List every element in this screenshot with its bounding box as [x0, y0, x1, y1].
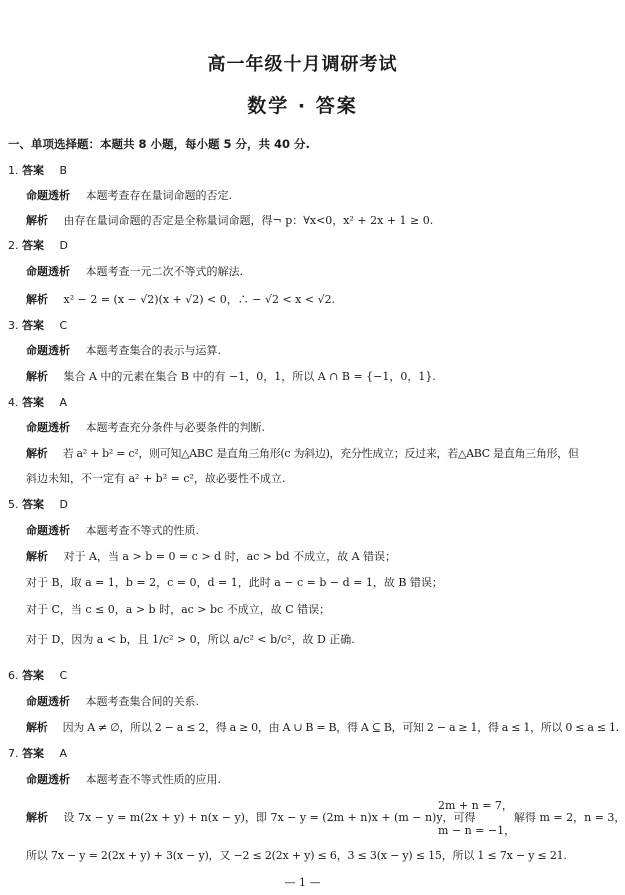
question-6-intent: 命题透析 本题考查集合间的关系. [26, 695, 199, 708]
equation-system-line-1: 2m + n = 7， [438, 799, 513, 812]
question-5-analysis: 解析 对于 A，当 a > b = 0 = c > d 时，ac > bd 不成立，故 A 错误； [26, 550, 397, 563]
equation-system-line-2: m − n = −1， [438, 824, 516, 837]
question-4-analysis: 解析 若 a² + b² = c²，则可知△ABC 是直角三角形(c 为斜边)，充分性成立；反过来，若△ABC 是直角三角形，但 [26, 447, 579, 460]
question-1-answer: 1. 答案 B [8, 164, 68, 177]
question-7-analysis-cont: 所以 7x − y = 2(2x + y) + 3(x − y)，又 −2 ≤ 2(2x + y) ≤ 6，3 ≤ 3(x − y) ≤ 15，所以 1 ≤ 7x − y ≤ 21. [26, 849, 567, 862]
question-5-analysis-c: 对于 C，当 c ≤ 0，a > b 时，ac > bc 不成立，故 C 错误； [26, 603, 331, 616]
question-7-answer: 7. 答案 A [8, 747, 68, 760]
question-4-answer: 4. 答案 A [8, 396, 68, 409]
question-3-intent: 命题透析 本题考查集合的表示与运算. [26, 344, 221, 357]
question-1-analysis: 解析 由存在量词命题的否定是全称量词命题，得¬ p：∀x<0，x² + 2x + 1 ≥ 0. [26, 214, 434, 227]
section-heading: 一、单项选择题：本题共 8 小题，每小题 5 分，共 40 分. [8, 137, 310, 151]
question-5-intent: 命题透析 本题考查不等式的性质. [26, 524, 199, 537]
question-3-analysis: 解析 集合 A 中的元素在集合 B 中的有 −1，0，1，所以 A ∩ B = {−1，0，1}. [26, 370, 436, 383]
question-1-intent: 命题透析 本题考查存在量词命题的否定. [26, 189, 232, 202]
exam-subtitle: 数学 · 答案 [247, 95, 358, 117]
question-4-analysis-cont: 斜边未知，不一定有 a² + b² = c²，故必要性不成立. [26, 472, 286, 485]
question-6-answer: 6. 答案 C [8, 669, 68, 682]
question-4-intent: 命题透析 本题考查充分条件与必要条件的判断. [26, 421, 265, 434]
question-2-answer: 2. 答案 D [8, 239, 68, 252]
question-5-analysis-b: 对于 B，取 a = 1，b = 2，c = 0，d = 1，此时 a − c = b − d = 1，故 B 错误； [26, 576, 443, 589]
question-2-intent: 命题透析 本题考查一元二次不等式的解法. [26, 265, 243, 278]
question-6-analysis: 解析 因为 A ≠ ∅，所以 2 − a ≤ 2，得 a ≥ 0，由 A ∪ B = B，得 A ⊆ B，可知 2 − a ≥ 1，得 a ≤ 1，所以 0 ≤ a ≤ 1. [26, 721, 619, 734]
page-number: — 1 — [284, 876, 321, 889]
question-2-analysis: 解析 x² − 2 = (x − √2)(x + √2) < 0，∴ − √2 < x < √2. [26, 293, 336, 306]
question-7-analysis: 解析 设 7x − y = m(2x + y) + n(x − y)，即 7x − y = (2m + n)x + (m − n)y，可得 [26, 811, 476, 824]
question-7-solution: 解得 m = 2，n = 3， [514, 811, 625, 824]
question-5-answer: 5. 答案 D [8, 498, 68, 511]
exam-title: 高一年级十月调研考试 [207, 54, 398, 75]
question-7-intent: 命题透析 本题考查不等式性质的应用. [26, 773, 221, 786]
question-3-answer: 3. 答案 C [8, 319, 68, 332]
question-5-analysis-d: 对于 D，因为 a < b，且 1/c² > 0，所以 a/c² < b/c²，故 D 正确. [26, 633, 355, 646]
